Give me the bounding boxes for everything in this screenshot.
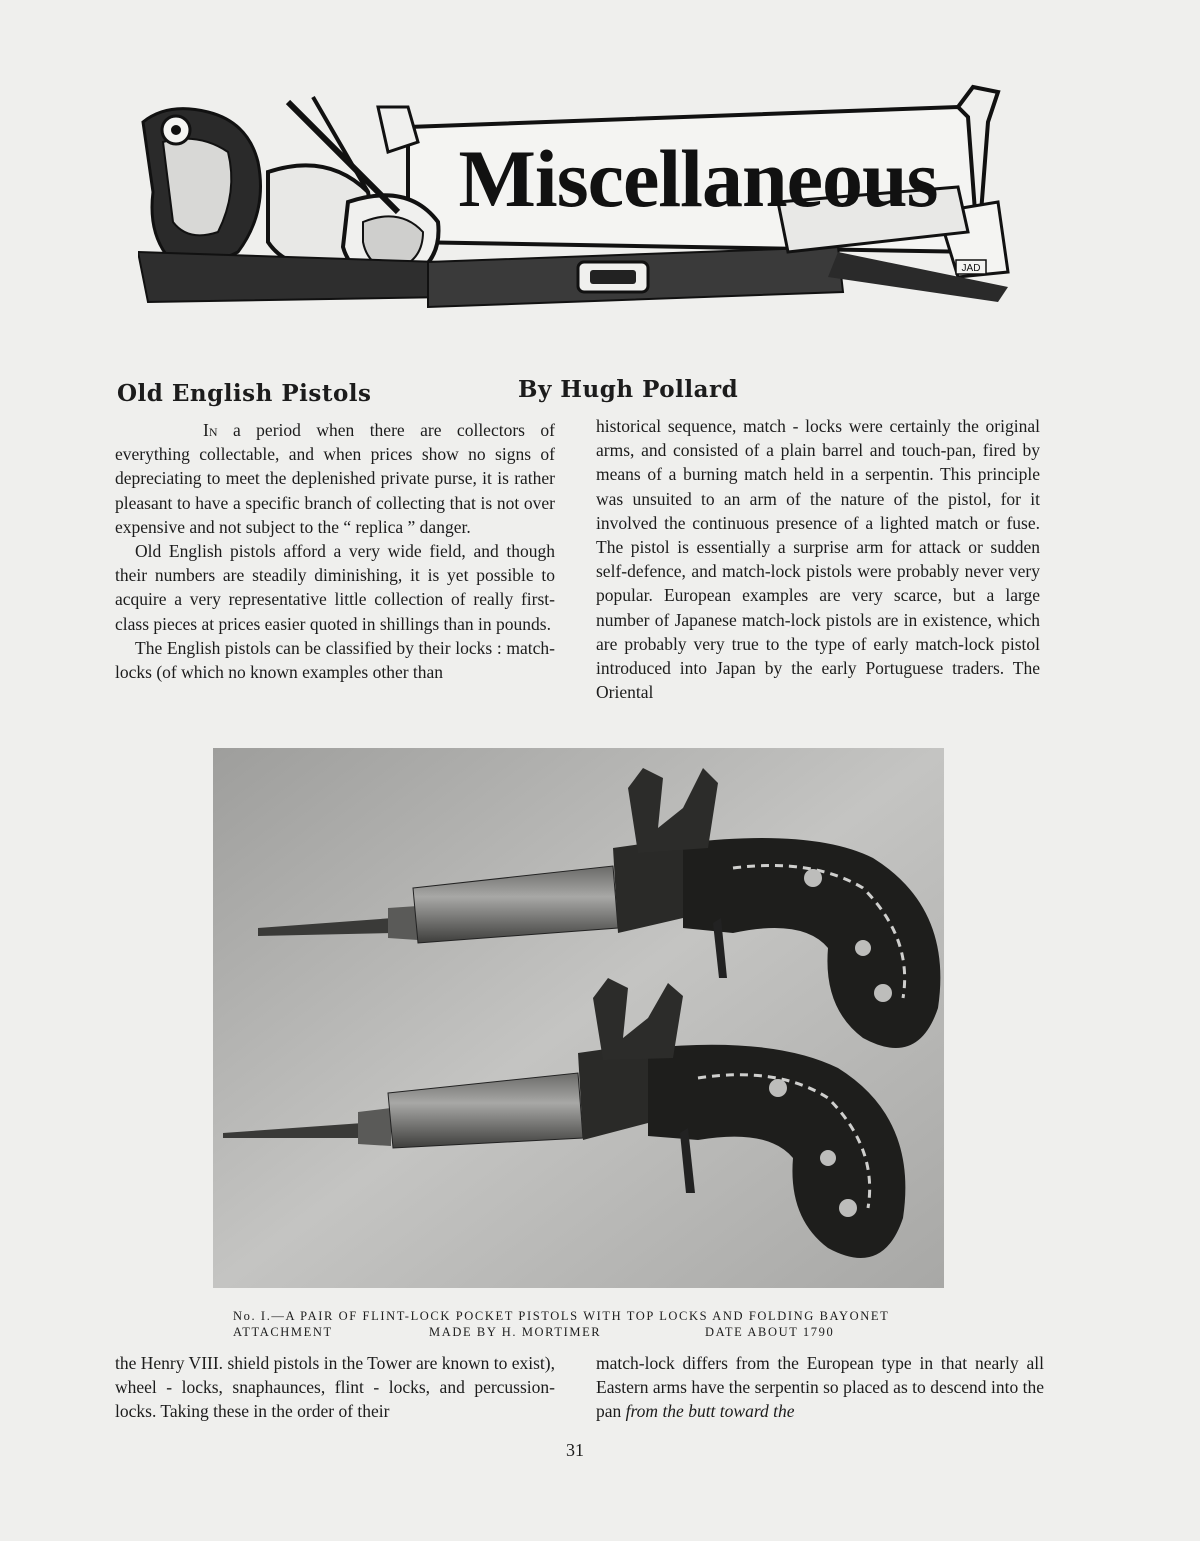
paragraph-1 — [115, 418, 555, 539]
paragraph-2: Old English pistols afford a very wide field, and though their numbers are steadily diminishing, it is yet possible to acquire a very representative little collection of really first-class pieces at prices easier quoted in shillings than in pounds. — [115, 541, 555, 634]
banner-title: Miscellaneous — [458, 133, 938, 224]
caption-line-2 — [233, 1324, 933, 1340]
paragraph-1-text: a period when there are collectors of everything collectable, and when prices show no signs of depreciating to meet the deplenished private purse, it is rather pleasant to have a specific branch of collecting that is not over expensive and not subject to the “ replica ” danger. — [115, 420, 555, 537]
text-column-1 — [115, 418, 555, 684]
caption-line-1: No. I.—A PAIR OF FLINT-LOCK POCKET PISTOLS WITH TOP LOCKS AND FOLDING BAYONET — [233, 1309, 890, 1323]
column-4-italic-text: from the butt toward the — [625, 1401, 795, 1422]
caption-attachment: ATTACHMENT — [233, 1325, 333, 1339]
pistols-photograph — [213, 748, 944, 1288]
text-column-3 — [115, 1351, 555, 1424]
paragraph-column-4 — [596, 1351, 1044, 1424]
article-byline: By Hugh Pollard — [518, 376, 739, 403]
drop-word: In — [203, 420, 218, 440]
paragraph-column-2: historical sequence, match - locks were certainly the original arms, and consisted of a plain barrel and touch-pan, fired by means of a burning match held in a serpentin. This principle was unsuited to an arm of the nature of the pistol, for it involved the continuous presence of a lighted match or fuse. The pistol is essentially a surprise arm for attack or sudden self-defence, and match-lock pistols were probably never very popular. European examples are very scarce, but a large number of Japanese match-lock pistols are in existence, which are probably very true to the type of early match-lock pistol introduced into Japan by the early Portuguese traders. The Oriental — [596, 416, 1040, 703]
article-title: Old English Pistols — [117, 380, 372, 407]
paragraph-3: The English pistols can be classified by their locks : match-locks (of which no known examples other than — [115, 637, 555, 683]
figure-caption — [233, 1308, 933, 1340]
banner-monogram: JAD — [961, 263, 981, 274]
text-column-2 — [596, 414, 1040, 704]
caption-date: DATE ABOUT 1790 — [705, 1325, 835, 1339]
paragraph-column-3: the Henry VIII. shield pistols in the Tower are known to exist), wheel - locks, snaphaunces, flint - locks, and percussion-locks. Taking these in the order of their — [115, 1353, 555, 1422]
text-column-4 — [596, 1351, 1044, 1424]
column-4-text: match-lock differs from the European type in that nearly all Eastern arms have the serpentin so placed as to descend into the pan — [596, 1353, 1044, 1422]
caption-maker: MADE BY H. MORTIMER — [429, 1325, 602, 1339]
flintlock-pistols-image — [213, 748, 944, 1288]
page-number: 31 — [566, 1440, 584, 1460]
header-banner — [138, 82, 1018, 322]
